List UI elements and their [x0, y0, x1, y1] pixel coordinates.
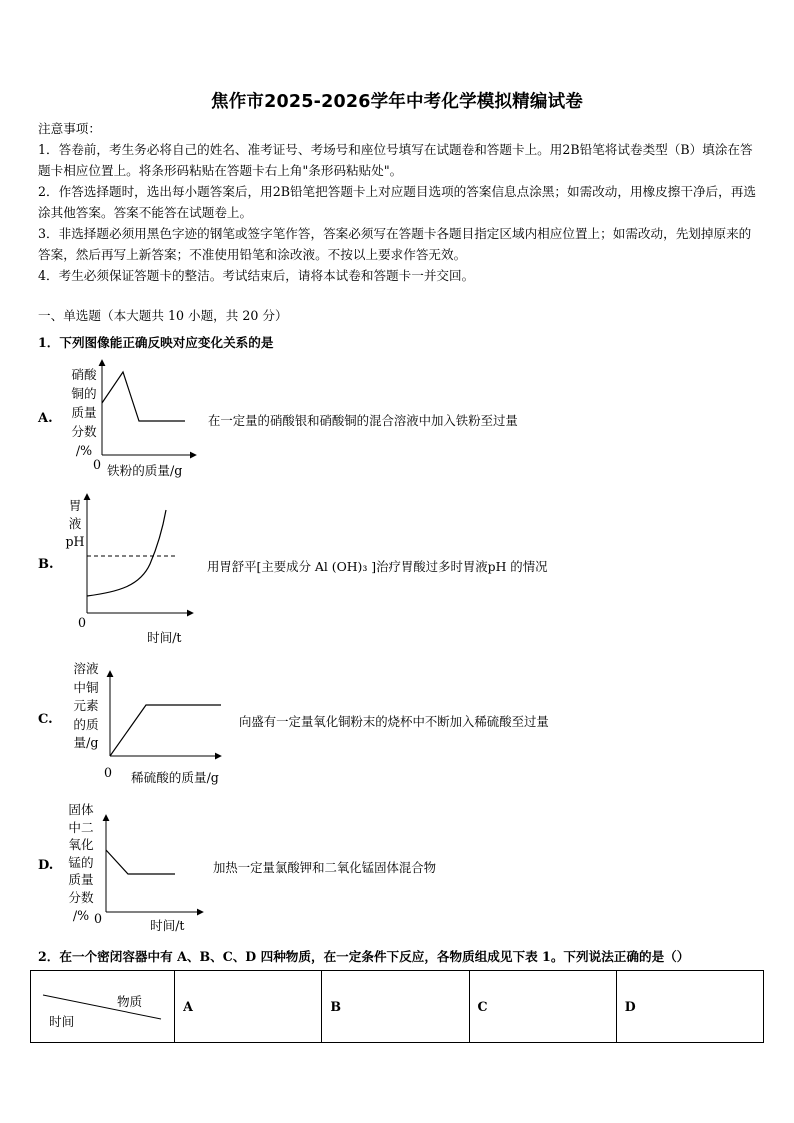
graph-a-origin: 0 [93, 457, 102, 472]
graph-c-ylabel: 溶液 中铜 元素 的质 量/g [73, 661, 99, 750]
notice-item: 3．非选择题必须用黑色字迹的钢笔或签字笔作答，答案必须写在答题卡各题目指定区域内相应位置上；如需改动，先划掉原来的答案，然后再写上新答案；不准使用铅笔和涂改液。不按以上要求作答无效。 [38, 226, 752, 262]
notice-item: 1．答卷前，考生务必将自己的姓名、准考证号、考场号和座位号填写在试题卷和答题卡上。用2B铅笔将试卷类型（B）填涂在答题卡相应位置上。将条形码粘贴在答题卡右上角"条形码粘贴处"。 [38, 142, 753, 178]
option-a-description: 在一定量的硝酸银和硝酸铜的混合溶液中加入铁粉至过量 [208, 413, 518, 428]
option-d-letter: D. [38, 858, 54, 873]
graph-b-ylabel: 胃 液 pH [65, 498, 85, 549]
graph-c-curve [110, 705, 221, 756]
question-2-stem: 2．在一个密闭容器中有 A、B、C、D 四种物质，在一定条件下反应，各物质组成见下表 1。下列说法正确的是（） [38, 949, 690, 964]
graph-d-curve [106, 850, 175, 874]
notice-block [38, 118, 760, 286]
notice-item: 4．考生必须保证答题卡的整洁。考试结束后，请将本试卷和答题卡一并交回。 [38, 268, 475, 283]
table-header-cell: C [469, 971, 616, 1043]
notice-heading: 注意事项： [38, 121, 101, 136]
table-corner-cell [31, 971, 175, 1043]
page-title: 焦作市2025-2026学年中考化学模拟精编试卷 [211, 92, 583, 112]
option-b-letter: B. [38, 557, 54, 572]
graph-b-curve [87, 510, 166, 596]
graph-d [97, 810, 207, 916]
option-c-letter: C. [38, 712, 53, 727]
corner-diagonal [31, 971, 189, 1042]
graph-a-xlabel: 铁粉的质量/g [107, 463, 183, 478]
section-heading: 一、单选题（本大题共 10 小题，共 20 分） [38, 308, 288, 323]
table-header-cell: B [322, 971, 469, 1043]
graph-c-origin: 0 [104, 765, 113, 780]
graph-b [78, 488, 198, 618]
q2-table [30, 970, 764, 1043]
graph-d-ylabel: 固体 中二 氧化 锰的 质量 分数 /% [68, 802, 94, 923]
graph-a-ylabel: 硝酸 铜的 质量 分数 /% [71, 367, 97, 458]
graph-c-xlabel: 稀硫酸的质量/g [131, 770, 219, 785]
option-c-description: 向盛有一定量氧化铜粉末的烧杯中不断加入稀硫酸至过量 [239, 714, 549, 729]
table-header-cell: A [175, 971, 322, 1043]
corner-top-label: 物质 [116, 994, 143, 1009]
notice-item: 2．作答选择题时，选出每小题答案后，用2B铅笔把答题卡上对应题目选项的答案信息点涂黑；如需改动，用橡皮擦干净后，再选涂其他答案。答案不能答在试题卷上。 [38, 184, 756, 220]
graph-d-origin: 0 [94, 911, 103, 926]
corner-bottom-label: 时间 [49, 1014, 75, 1029]
option-d-description: 加热一定量氯酸钾和二氧化锰固体混合物 [213, 860, 437, 875]
graph-a [90, 355, 200, 460]
graph-a-curve [102, 372, 185, 421]
question-1-stem: 1．下列图像能正确反映对应变化关系的是 [38, 335, 274, 350]
option-b-description: 用胃舒平[主要成分 Al (OH)₃ ]治疗胃酸过多时胃液pH 的情况 [207, 559, 548, 574]
table-header-cell: D [616, 971, 763, 1043]
graph-d-xlabel: 时间/t [150, 918, 185, 933]
option-a-letter: A. [38, 411, 53, 426]
graph-b-xlabel: 时间/t [147, 630, 182, 645]
graph-b-origin: 0 [78, 615, 87, 630]
graph-c [100, 666, 225, 761]
table-row [31, 971, 764, 1043]
